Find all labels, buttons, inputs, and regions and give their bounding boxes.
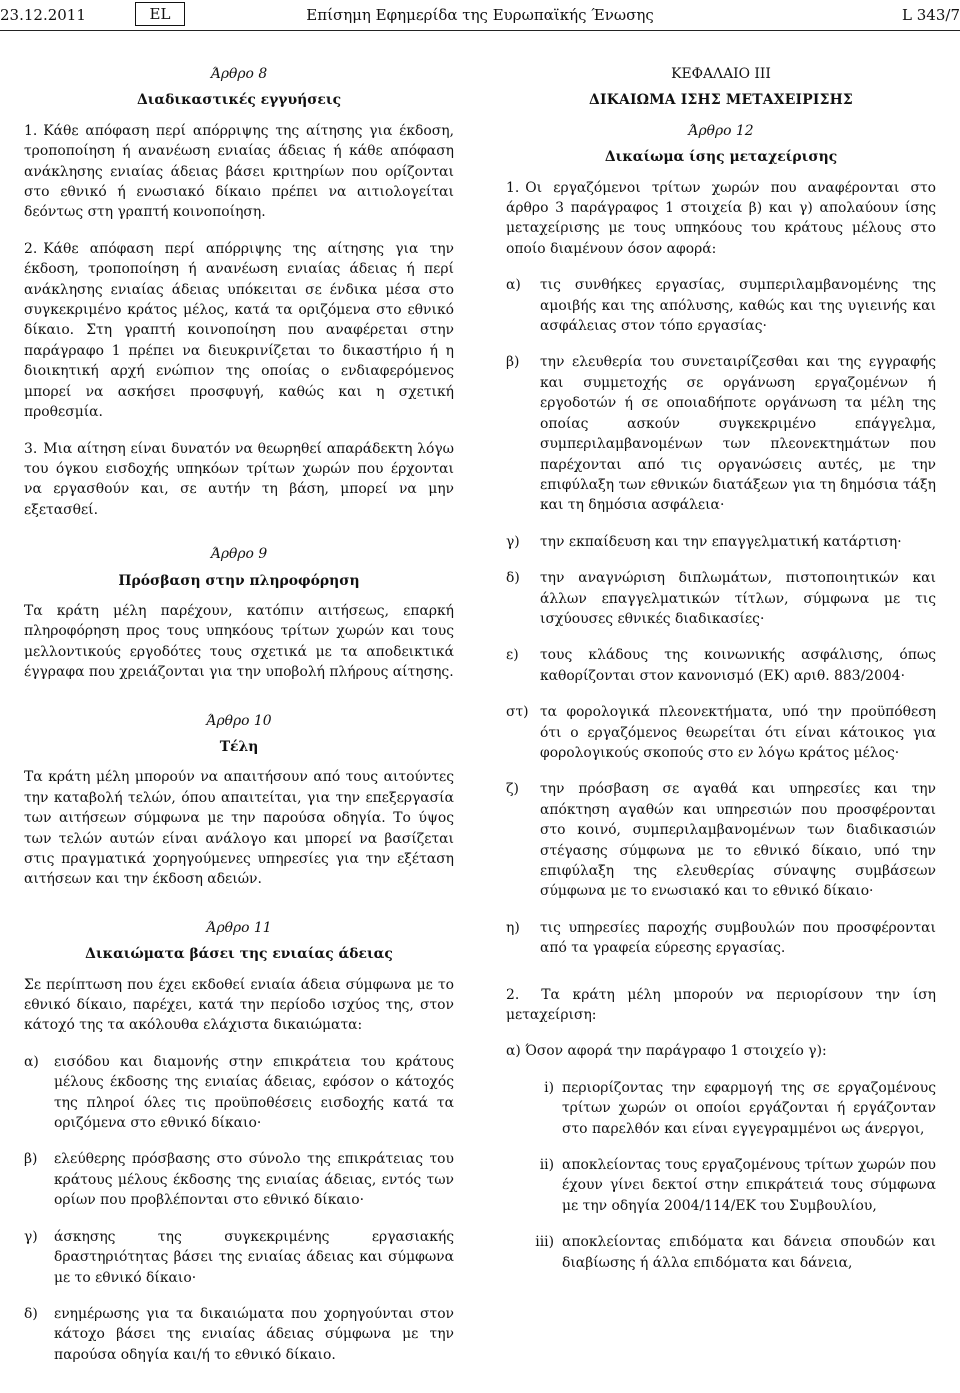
item-text: περιορίζοντας την εφαρμογή της σε εργαζομένους τρίτων χωρών οι οποίοι εργάζονται ή εργάζονταν στο παρελθόν και είναι εγγεγραμμένοι ως άνεργοι, — [562, 1079, 936, 1137]
journal-title: Επίσημη Εφημερίδα της Ευρωπαϊκής Ένωσης — [306, 6, 654, 24]
paragraph-number: 2. — [24, 240, 38, 257]
article-9-paragraph: Τα κράτη μέλη παρέχουν, κατόπιν αιτήσεως, επαρκή πληροφόρηση προς τους υπηκόους τρίτων χωρών και τους μελλοντικούς εργοδότες τους σχετικά με τα αποδεικτικά έγγραφα που χρειάζονται για την υποβολή πλήρους αίτησης. — [24, 602, 454, 681]
chapter-number: ΚΕΦΑΛΑΙΟ III — [671, 66, 771, 82]
item-label: iii) — [535, 1234, 554, 1251]
paragraph-text: Κάθε απόφαση περί απόρριψης της αίτησης για έκδοση, τροποποίηση ή ανανέωση ενιαίας άδειας ή κάθε απόφαση ανάκλησης ενιαίας άδειας βάσει κριτηρίων που ορίζονται στο εθνικό ή ενωσιακό δίκαιο πρέπει να αιτιολογείται δεόντως στη γραπτή κοινοποίηση. — [24, 122, 454, 221]
right-column — [506, 64, 936, 1289]
paragraph-text: Μια αίτηση είναι δυνατόν να θεωρηθεί απαράδεκτη λόγω του όγκου εισδοχής υπηκόων τρίτων χωρών που έρχονται να εργασθούν και, σε αυτήν τη βάση, μπορεί να μην εξετασθεί. — [24, 440, 454, 518]
article-8-paragraph-3 — [24, 439, 454, 521]
header-divider — [0, 30, 960, 31]
article-8-paragraph-1 — [24, 121, 454, 223]
left-column — [24, 64, 454, 1381]
paragraph-number: 2. — [506, 986, 520, 1003]
item-label: α) — [506, 277, 521, 294]
publication-date: 23.12.2011 — [0, 6, 86, 24]
article-11-intro: Σε περίπτωση που έχει εκδοθεί ενιαία άδεια σύμφωνα με το εθνικό δίκαιο, παρέχει, κατά την περίοδο ισχύος της, στον κάτοχό της τα ακόλουθα ελάχιστα δικαιώματα: — [24, 976, 454, 1034]
article-12-title: Άρθρο 12 — [688, 122, 754, 139]
article-12-heading: Δικαίωμα ίσης μεταχείρισης — [604, 149, 838, 166]
item-text: την αναγνώριση διπλωμάτων, πιστοποιητικών και άλλων επαγγελματικών τίτλων, σύμφωνα με τις ισχύουσες εθνικές διαδικασίες· — [540, 570, 936, 627]
item-text: ενημέρωσης για τα δικαιώματα που χορηγούνται στον κάτοχο βάσει της ενιαίας άδειας σύμφωνα με την παρούσα οδηγία και/ή το εθνικό δίκαιο. — [54, 1305, 454, 1363]
article-8-title: Άρθρο 8 — [210, 66, 268, 82]
paragraph-text: Οι εργαζόμενοι τρίτων χωρών που αναφέρονται στο άρθρο 3 παράγραφος 1 στοιχεία β) και γ) απολαύουν ίσης μεταχείρισης με τους υπηκόους του κράτους μέλους στο οποίο διαμένουν όσον αφορά: — [506, 179, 936, 257]
chapter-title: ΔΙΚΑΙΩΜΑ ΙΣΗΣ ΜΕΤΑΧΕΙΡΙΣΗΣ — [589, 92, 853, 109]
item-label: α) — [24, 1053, 39, 1070]
article-9-heading: Πρόσβαση στην πληροφόρηση — [118, 572, 360, 589]
list-item — [506, 568, 936, 629]
article-10-heading: Τέλη — [219, 738, 259, 755]
item-label: γ) — [24, 1228, 38, 1245]
article-10-paragraph: Τα κράτη μέλη μπορούν να απαιτήσουν από τους αιτούντες την καταβολή τελών, όπου απαιτείται, για την επεξεργασία των αιτήσεων σύμφωνα με την παρούσα οδηγία. Το ύψος των τελών αυτών είναι ανάλογο και μπορεί να βασίζεται στις πραγματικά χορηγούμενες υπηρεσίες για την εξέταση αιτήσεων και την έκδοση αδειών. — [24, 769, 454, 888]
item-label: ζ) — [506, 781, 519, 798]
list-item — [506, 779, 936, 901]
list-item — [506, 275, 936, 336]
item-text: ελεύθερης πρόσβασης στο σύνολο της επικράτειας του κράτους μέλους έκδοσης της ενιαίας άδειας, εντός των ορίων που προβλέπονται στο εθνικό δίκαιο· — [54, 1151, 454, 1209]
list-item — [24, 1304, 454, 1365]
article-8-paragraph-2 — [24, 239, 454, 423]
paragraph-number: 1. — [24, 122, 38, 139]
paragraph-number: 1. — [506, 179, 520, 196]
item-text: άσκησης της συγκεκριμένης εργασιακής δραστηριότητας βάσει της ενιαίας άδειας και σύμφωνα με το εθνικό δίκαιο· — [54, 1228, 454, 1286]
item-text: εισόδου και διαμονής στην επικράτεια του κράτους μέλους έκδοσης της ενιαίας άδειας, εφόσον ο κάτοχός της πληροί όλες τις προϋποθέσεις εισδοχής κατά τα οριζόμενα στο εθνικό δίκαιο· — [54, 1053, 454, 1132]
item-label: η) — [506, 919, 520, 936]
item-text: την ελευθερία του συνεταιρίζεσθαι και της εγγραφής και συμμετοχής σε οργάνωση εργαζομένων ή εργοδοτών ή σε οποιαδήποτε οργάνωση τα μέλη της οποίας ασκούν συγκεκριμένο επάγγελμα, συμπεριλαμβανομένων των πλεονεκτημάτων που παρέχονται από τις οργανώσεις αυτές, με την επιφύλαξη των εθνικών διατάξεων για τη δημόσια τάξη και τη δημόσια ασφάλεια· — [540, 354, 936, 514]
item-label: δ) — [506, 570, 520, 587]
article-12-paragraph-1 — [506, 178, 936, 260]
article-12-subsection-a: α) Όσον αφορά την παράγραφο 1 στοιχείο γ): — [506, 1043, 827, 1060]
article-11-heading: Δικαιώματα βάσει της ενιαίας άδειας — [85, 946, 393, 963]
item-label: i) — [544, 1079, 554, 1096]
item-label: γ) — [506, 533, 520, 550]
paragraph-number: 3. — [24, 440, 38, 457]
page-number: L 343/7 — [902, 6, 960, 24]
item-text: τις υπηρεσίες παροχής συμβουλών που προσφέρονται από τα γραφεία εύρεσης εργασίας. — [540, 919, 936, 957]
list-item — [506, 702, 936, 763]
item-label: ii) — [539, 1157, 554, 1174]
item-text: αποκλείοντας τους εργαζομένους τρίτων χωρών που έχουν γίνει δεκτοί στην επικράτειά τους σύμφωνα με την οδηγία 2004/114/ΕΚ του Συμβουλίου, — [562, 1157, 936, 1214]
item-text: τα φορολογικά πλεονεκτήματα, υπό την προϋπόθεση ότι ο εργαζόμενος θεωρείται ότι είναι κάτοικος για φορολογικούς σκοπούς στο εν λόγω κράτος μέλος· — [540, 704, 936, 761]
item-text: αποκλείοντας επιδόματα και δάνεια σπουδών και διαβίωσης ή άλλα επιδόματα και δάνεια, — [562, 1234, 936, 1271]
sub-list-item — [506, 1155, 936, 1216]
item-text: την εκπαίδευση και την επαγγελματική κατάρτιση· — [540, 533, 902, 550]
item-text: τους κλάδους της κοινωνικής ασφάλισης, όπως καθορίζονται στον κανονισμό (ΕΚ) αριθ. 883/2004· — [540, 647, 936, 684]
list-item — [24, 1227, 454, 1288]
list-item — [506, 352, 936, 515]
item-label: β) — [24, 1151, 38, 1168]
paragraph-text: Τα κράτη μέλη μπορούν να περιορίσουν την ίση μεταχείριση: — [506, 986, 936, 1024]
list-item — [24, 1149, 454, 1210]
article-8-heading: Διαδικαστικές εγγυήσεις — [136, 92, 342, 109]
item-label: στ) — [506, 704, 529, 721]
item-text: την πρόσβαση σε αγαθά και υπηρεσίες και την απόκτηση αγαθών και υπηρεσιών που προσφέρονται στο κοινό, συμπεριλαμβανομένων των διαδικασιών στέγασης σύμφωνα με το εθνικό δίκαιο, υπό την επιφύλαξη της ελευθερίας σύναψης συμβάσεων σύμφωνα με το ενωσιακό και το εθνικό δίκαιο· — [540, 781, 936, 900]
paragraph-text: Κάθε απόφαση περί απόρριψης της αίτησης για την έκδοση, τροποποίηση ή ανανέωση ενιαίας άδειας ή περί ανάκλησης ενιαίας άδειας υπόκειται σε ένδικα μέσα στο συγκεκριμένο κράτος μέλος, κατά τα οριζόμενα στο εθνικό δίκαιο. Στη γραπτή κοινοποίηση που αναφέρεται στην παράγραφο 1 πρέπει να διευκρινίζεται το δικαστήριο ή η διοικητική αρχή ενώπιον της οποίας ο ενδιαφερόμενος μπορεί να ασκήσει προσφυγή, καθώς και η σχετική προθεσμία. — [24, 240, 454, 421]
item-label: β) — [506, 354, 520, 371]
item-label: ε) — [506, 647, 519, 664]
article-11-title: Άρθρο 11 — [206, 919, 272, 936]
list-item — [506, 645, 936, 686]
article-12-paragraph-2 — [506, 985, 936, 1026]
list-item — [24, 1052, 454, 1134]
list-item — [506, 918, 936, 959]
language-badge: EL — [135, 2, 185, 26]
sub-list-item — [506, 1078, 936, 1139]
list-item — [506, 532, 936, 552]
page-header — [0, 0, 960, 30]
item-text: τις συνθήκες εργασίας, συμπεριλαμβανομένης της αμοιβής και της απόλυσης, καθώς και της υγιεινής και ασφάλειας στον τόπο εργασίας· — [540, 277, 936, 335]
item-label: δ) — [24, 1305, 38, 1322]
sub-list-item — [506, 1232, 936, 1273]
article-9-title: Άρθρο 9 — [210, 546, 268, 563]
article-10-title: Άρθρο 10 — [206, 712, 272, 729]
